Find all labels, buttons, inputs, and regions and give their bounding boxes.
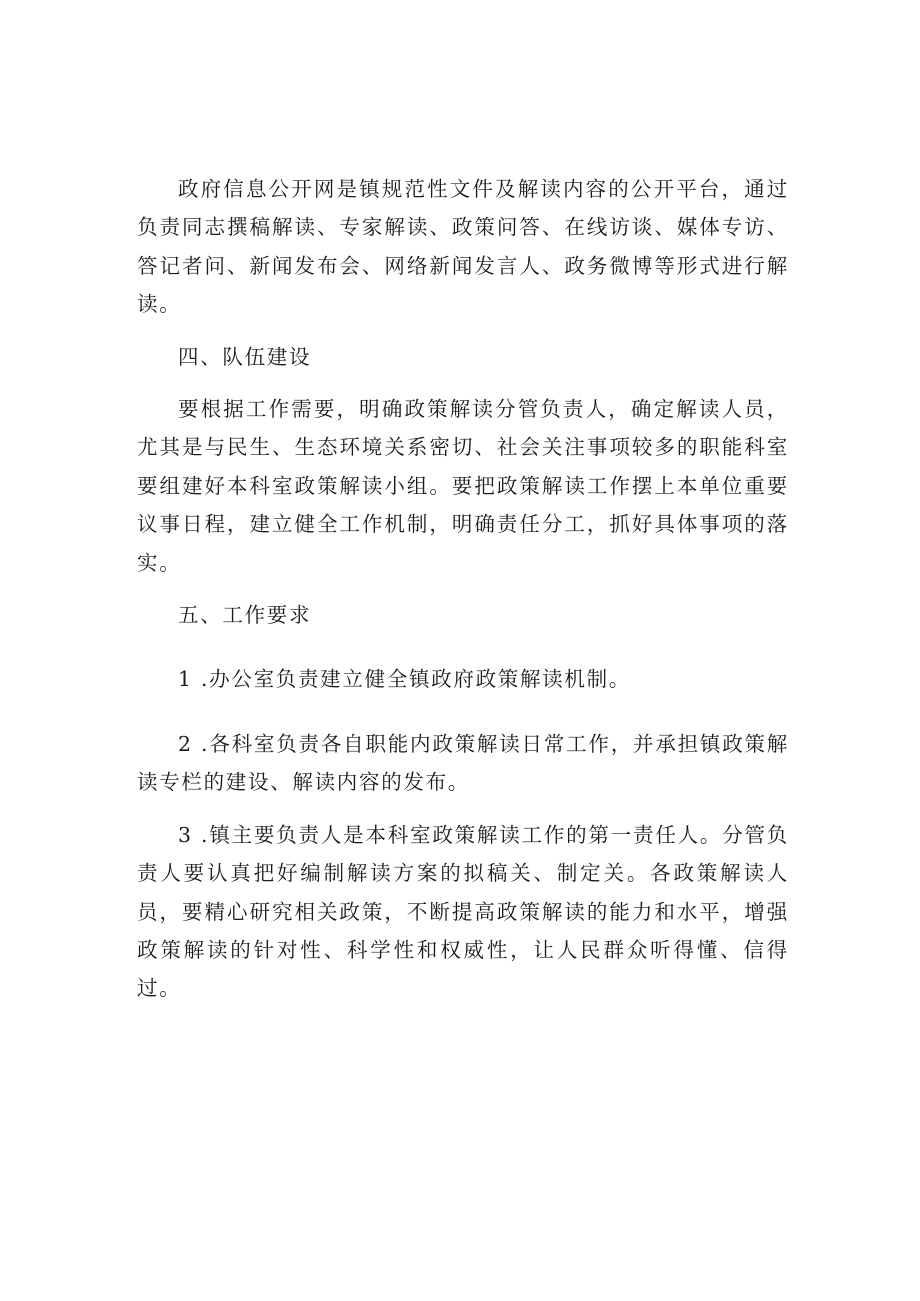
paragraph-team-building: 要根据工作需要，明确政策解读分管负责人，确定解读人员，尤其是与民生、生态环境关系密切、社会关注事项较多的职能科室要组建好本科室政策解读小组。要把政策解读工作摆上本单位重要议事日程，建立健全工作机制，明确责任分工，抓好具体事项的落实。 xyxy=(137,397,789,575)
section-heading-work-requirements: 五、工作要求 xyxy=(178,603,312,628)
section-heading-team-building: 四、队伍建设 xyxy=(178,344,312,369)
requirement-item-1: 1 .办公室负责建立健全镇政府政策解读机制。 xyxy=(178,667,631,692)
document-body xyxy=(137,170,789,1008)
requirement-item-2: 2 .各科室负责各自职能内政策解读日常工作，并承担镇政策解读专栏的建设、解读内容的发布。 xyxy=(137,731,789,795)
requirement-item-3: 3 .镇主要负责人是本科室政策解读工作的第一责任人。分管负责人要认真把好编制解读方案的拟稿关、制定关。各政策解读人员，要精心研究相关政策，不断提高政策解读的能力和水平，增强政策解读的针对性、科学性和权威性，让人民群众听得懂、信得过。 xyxy=(137,822,789,1001)
paragraph-disclosure-platform: 政府信息公开网是镇规范性文件及解读内容的公开平台，通过负责同志撰稿解读、专家解读、政策问答、在线访谈、媒体专访、答记者问、新闻发布会、网络新闻发言人、政务微博等形式进行解读。 xyxy=(137,177,789,317)
